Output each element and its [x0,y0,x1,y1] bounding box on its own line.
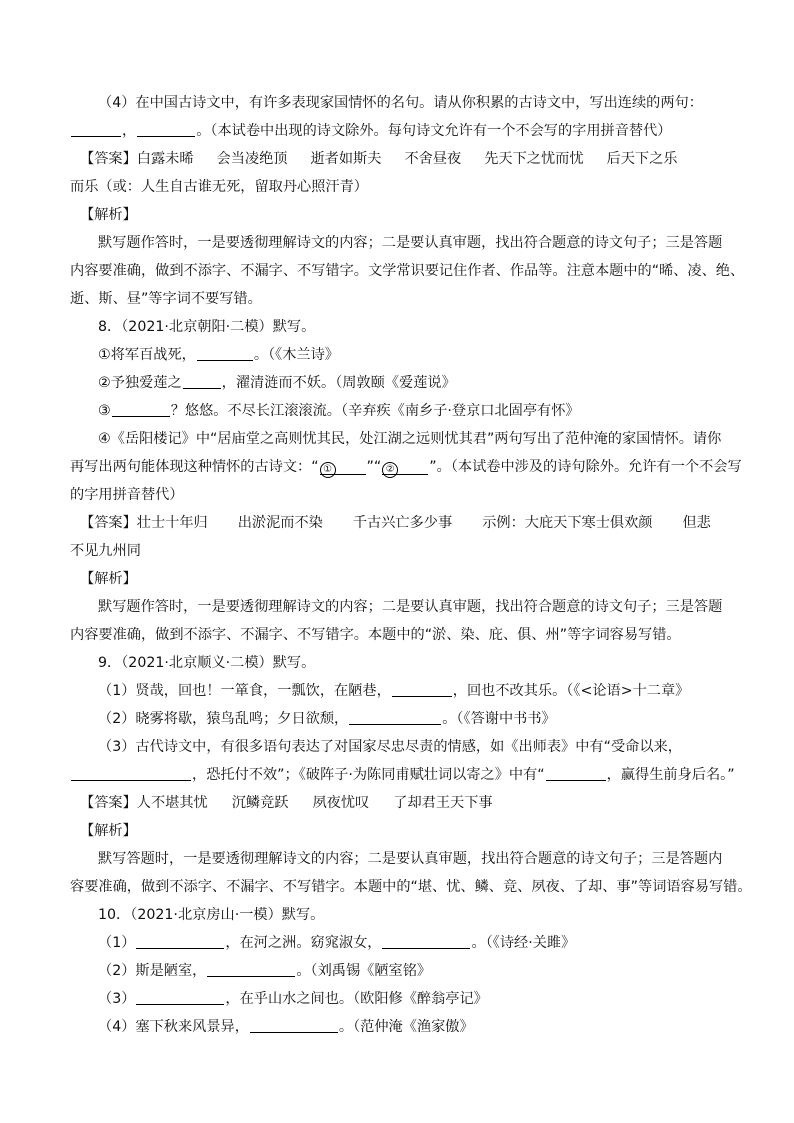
q7-4-analysis-line: 默写题作答时，一是要透彻理解诗文的内容；二是要认真审题，找出符合题意的诗文句子；三是答题 [98,235,723,251]
answer-item: 会当凌绝顶 [216,151,288,167]
item-source: ，濯清涟而不妖。（周敦颐《爱莲说》 [221,375,456,391]
answer-item: 壮士十年归 [136,515,208,531]
q8-item-3 [98,401,580,421]
item-source: 。（刘禹锡《陋室铭》 [296,963,432,979]
item-text: （2）斯是陋室， [98,963,207,979]
answer-item: 示例：大庇天下寒士俱欢颜 [482,515,653,531]
q9-analysis-line: 默写答题时，一是要透彻理解诗文的内容；二是要认真审题，找出符合题意的诗文句子；三是答题内 [98,851,723,867]
q8-analysis-line: 内容要准确，做到不添字、不漏字、不写错字。本题中的“淤、染、庇、俱、州”等字词容易写错。 [70,627,681,643]
q8-answer-cont: 不见九州同 [70,543,141,559]
answer-item: 出淤泥而不染 [237,515,323,531]
q7-4-answer-cont: 而乐（或：人生自古谁无死，留取丹心照汗青） [70,179,368,195]
answer-item: 千古兴亡多少事 [352,515,453,531]
answer-label: 【答案】 [80,795,137,811]
answer-item: 沉鳞竞跃 [231,795,289,811]
answer-item: 夙夜忧叹 [312,795,370,811]
answer-blank[interactable] [183,373,221,389]
answer-label: 【答案】 [80,515,137,531]
q8-item-4-line2 [70,457,742,477]
item-source: 。（范仲淹《渔家傲》 [338,1019,474,1035]
item-text: （2）晓雾将歇，猿鸟乱鸣；夕日欲颓， [98,711,349,727]
q8-header: 8．（2021·北京朝阳·二模）默写。 [98,319,316,335]
answer-blank[interactable] [382,933,470,949]
q8-answer [80,513,711,533]
q9-item-1 [98,681,689,701]
q8-analysis-label: 【解析】 [80,571,137,587]
q7-4-analysis-label: 【解析】 [80,207,137,223]
answer-item: 但悲 [682,515,711,531]
answer-item: 逝者如斯夫 [310,151,382,167]
item-source: ，在乎山水之间也。（欧阳修《醉翁亭记》 [225,991,488,1007]
item-text: （1）贤哉，回也！一箪食，一瓢饮，在陋巷， [98,683,391,699]
q9-header: 9．（2021·北京顺义·二模）默写。 [98,655,316,671]
q7-4-prompt: （4）在中国古诗文中，有许多表现家国情怀的名句。请从你积累的古诗文中，写出连续的两句： [98,95,703,111]
item-text: ②予独爱莲之 [98,375,182,391]
q10-header: 10．（2021·北京房山·一模）默写。 [98,907,325,923]
q7-4-analysis-line: 逝、斯、昼”等字词不要写错。 [70,291,262,307]
answer-item: 后天下之乐 [606,151,678,167]
item-source: ？悠悠。不尽长江滚滚流。（辛弃疾《南乡子·登京口北固亭有怀》 [170,403,580,419]
item-source: 。（《木兰诗》 [253,347,339,363]
q9-item-2 [98,709,556,729]
answer-blank[interactable] [137,121,195,137]
item-source: 。（《诗经·关雎》 [471,935,576,951]
answer-blank[interactable] [136,933,224,949]
answer-blank[interactable] [71,121,121,137]
item-text: （4）塞下秋来风景异， [98,1019,249,1035]
q8-item-4-line3: 的字用拼音替代） [70,487,184,503]
item-number: （1） [98,935,136,951]
answer-blank[interactable] [250,1017,338,1033]
q9-item-3: （3）古代诗文中，有很多语句表达了对国家尽忠尽责的情感，如《出师表》中有“受命以来， [98,739,682,755]
q9-analysis-label: 【解析】 [80,823,137,839]
q8-item-2 [98,373,456,393]
note: 。（本试卷中出现的诗文除外。每句诗文允许有一个不会写的字用拼音替代） [196,123,672,139]
q8-analysis-line: 默写题作答时，一是要透彻理解诗文的内容；二是要认真审题，找出符合题意的诗文句子；三是答题 [98,599,723,615]
q7-4-analysis-line: 内容要准确，做到不添字、不漏字、不写错字。文学常识要记住作者、作品等。注意本题中的“晞、凌、绝、 [70,263,745,279]
item-text: ①将军百战死， [98,347,196,363]
q10-item-2 [98,961,431,981]
item-text: ，在河之洲。窈窕淑女， [225,935,382,951]
answer-blank[interactable] [382,459,428,475]
item-source: 。（《答谢中书书》 [442,711,556,727]
q9-answer [80,793,493,813]
answer-item: 先天下之忧而忧 [484,151,584,167]
answer-blank[interactable] [136,989,224,1005]
q10-item-3 [98,989,488,1009]
item-text: ，赢得生前身后名。” [606,767,735,783]
q8-item-4: ④《岳阳楼记》中“居庙堂之高则忧其民，处江湖之远则忧其君”两句写出了范仲淹的家国情怀。请你 [98,431,722,447]
item-text: 再写出两句能体现这种情怀的古诗文：“ [70,459,319,475]
answer-blank[interactable] [207,961,295,977]
item-number: （3） [98,991,136,1007]
answer-blank[interactable] [546,765,606,781]
answer-blank[interactable] [112,401,170,417]
answer-item: 人不堪其忧 [136,795,208,811]
separator: ， [122,123,137,139]
answer-blank[interactable] [197,345,253,361]
q8-item-1 [98,345,339,365]
answer-blank[interactable] [349,709,441,725]
answer-item: 不舍昼夜 [404,151,462,167]
item-text: ③ [98,403,111,419]
q7-4-line2 [70,121,671,141]
item-note: ”。（本试卷中涉及的诗句除外。允许有一个不会写 [429,459,742,475]
item-text: ，恐托付不效”；《破阵子·为陈同甫赋壮词以寄之》中有“ [192,767,545,783]
answer-item: 白露未晞 [136,151,194,167]
quote-mark: ”“ [366,459,382,475]
answer-label: 【答案】 [80,151,137,167]
blank-number-2: ② [382,462,398,478]
answer-blank[interactable] [71,765,191,781]
answer-blank[interactable] [392,681,452,697]
answer-item: 了却君王天下事 [393,795,493,811]
q9-item-3-line2 [70,765,735,785]
q10-item-4 [98,1017,474,1037]
answer-blank[interactable] [320,459,366,475]
item-source: ，回也不改其乐。（《<论语>十二章》 [452,683,690,699]
q7-4-answer [80,149,677,169]
q9-analysis-line: 容要准确，做到不添字、不漏字、不写错字。本题中的“堪、忧、鳞、竞、夙夜、了却、事”等词语容易写错。 [70,879,752,895]
blank-number-1: ① [320,462,336,478]
q10-item-1 [98,933,575,953]
